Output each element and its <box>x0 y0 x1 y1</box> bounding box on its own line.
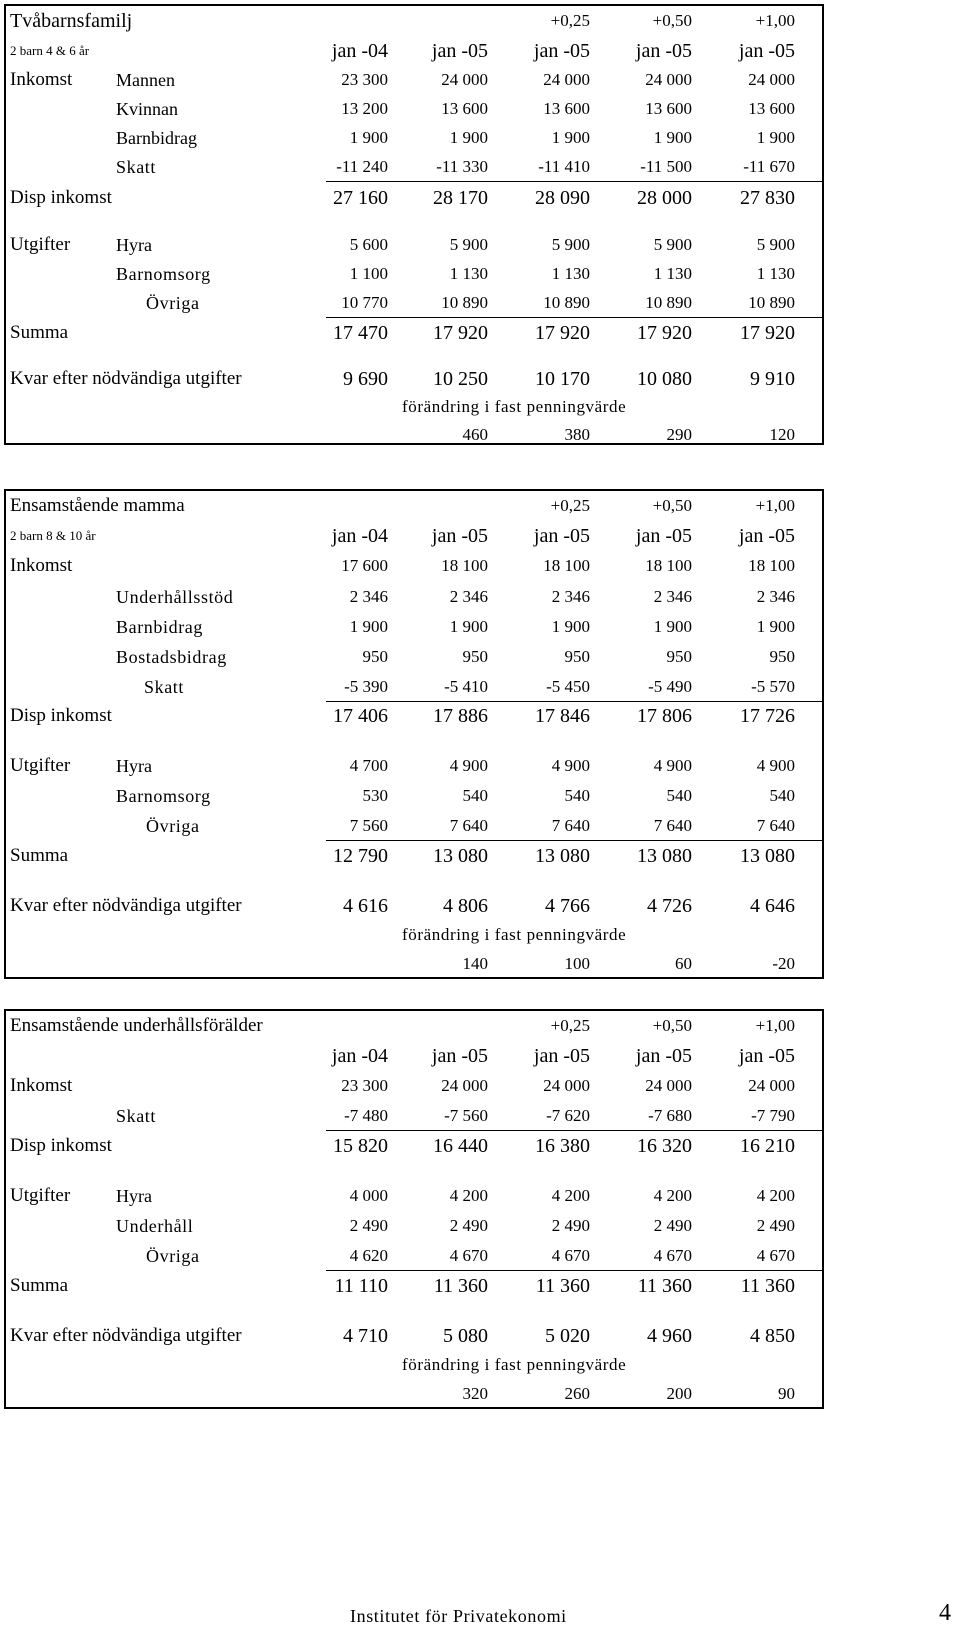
cell: 11 360 <box>637 1275 692 1297</box>
table-row <box>6 259 822 289</box>
cell: 28 000 <box>637 187 692 209</box>
period-label: jan -05 <box>533 40 590 62</box>
cell: 10 080 <box>637 368 692 390</box>
row-label: Kvar efter nödvändiga utgifter <box>10 368 242 389</box>
cell: 100 <box>564 954 590 973</box>
section-ensamstaende-mamma <box>4 489 824 979</box>
cell: 320 <box>462 1384 488 1403</box>
cell: 24 000 <box>441 70 488 89</box>
cell: 17 920 <box>535 322 590 344</box>
cell: 24 000 <box>543 70 590 89</box>
row-label: Bostadsbidrag <box>116 647 227 667</box>
cell: 12 790 <box>333 845 388 867</box>
cell: -11 670 <box>743 157 795 176</box>
cell: 4 646 <box>750 895 795 917</box>
cell: 2 346 <box>756 587 795 606</box>
row-label: Övriga <box>146 816 200 836</box>
cell: 950 <box>666 647 692 666</box>
table-row <box>6 672 822 702</box>
section-underhallsforalder <box>4 1009 824 1409</box>
table-row <box>6 288 822 318</box>
cell: 5 900 <box>449 235 488 254</box>
cell: -7 560 <box>444 1106 488 1125</box>
cell: 1 130 <box>756 264 795 283</box>
cell: 460 <box>462 425 488 444</box>
kvar-row <box>6 891 822 921</box>
cell: 5 900 <box>756 235 795 254</box>
footer-org: Institutet för Privatekonomi <box>350 1606 567 1626</box>
cell: 2 490 <box>449 1216 488 1235</box>
cell: 11 360 <box>740 1275 795 1297</box>
cell: 4 900 <box>653 756 692 775</box>
cell: 13 600 <box>441 99 488 118</box>
cell: 4 670 <box>551 1246 590 1265</box>
cell: 10 770 <box>341 293 388 312</box>
row-label: Hyra <box>116 1186 152 1206</box>
cell: 13 600 <box>748 99 795 118</box>
cell: 540 <box>666 786 692 805</box>
cell: 7 640 <box>551 816 590 835</box>
row-group-label: Utgifter <box>10 755 71 776</box>
row-label: Skatt <box>144 677 185 697</box>
row-label: Barnomsorg <box>116 264 211 284</box>
table-row <box>6 230 822 260</box>
cell: -11 240 <box>336 157 388 176</box>
cell: -11 410 <box>538 157 590 176</box>
cell: 10 890 <box>441 293 488 312</box>
cell: 17 470 <box>333 322 388 344</box>
cell: 13 080 <box>637 845 692 867</box>
cell: 4 620 <box>349 1246 388 1265</box>
cell: 950 <box>769 647 795 666</box>
row-label: Underhållsstöd <box>116 587 234 607</box>
cell: 540 <box>769 786 795 805</box>
cell: 27 830 <box>740 187 795 209</box>
cell: 17 406 <box>333 705 388 727</box>
section-title: Ensamstående mamma <box>10 495 185 516</box>
period-label: jan -04 <box>331 1045 388 1067</box>
cell: 4 616 <box>343 895 388 917</box>
table-row <box>6 751 822 781</box>
table-row <box>6 781 822 811</box>
section-header-row <box>6 491 822 521</box>
section-subtitle: 2 barn 4 & 6 år <box>10 43 90 58</box>
adjust-label: +1,00 <box>755 1016 795 1035</box>
cell: 1 900 <box>756 128 795 147</box>
cell: 4 200 <box>449 1186 488 1205</box>
cell: 1 100 <box>349 264 388 283</box>
disp-row <box>6 701 822 731</box>
table-row <box>6 1101 822 1131</box>
cell: 380 <box>564 425 590 444</box>
change-row <box>6 949 822 979</box>
cell: 4 960 <box>647 1325 692 1347</box>
cell: 13 200 <box>341 99 388 118</box>
cell: 24 000 <box>441 1076 488 1095</box>
cell: 13 600 <box>543 99 590 118</box>
period-label: jan -04 <box>331 525 388 547</box>
cell: 4 900 <box>756 756 795 775</box>
cell: 290 <box>666 425 692 444</box>
cell: 17 920 <box>740 322 795 344</box>
cell: 4 000 <box>349 1186 388 1205</box>
cell: 530 <box>362 786 388 805</box>
cell: 2 346 <box>449 587 488 606</box>
adjust-label: +0,25 <box>550 496 590 515</box>
row-group-label: Inkomst <box>10 69 73 90</box>
period-row <box>6 1041 822 1071</box>
cell: -5 410 <box>444 677 488 696</box>
cell: 10 890 <box>645 293 692 312</box>
cell: -5 450 <box>546 677 590 696</box>
table-row <box>6 65 822 95</box>
row-label: Barnomsorg <box>116 786 211 806</box>
cell: 1 130 <box>551 264 590 283</box>
cell: 1 130 <box>449 264 488 283</box>
cell: 10 890 <box>543 293 590 312</box>
cell: 16 440 <box>433 1135 488 1157</box>
cell: 4 670 <box>653 1246 692 1265</box>
cell: 4 200 <box>551 1186 590 1205</box>
cell: -7 680 <box>648 1106 692 1125</box>
cell: 4 850 <box>750 1325 795 1347</box>
income-row <box>6 551 822 581</box>
cell: -5 390 <box>344 677 388 696</box>
row-group-label: Utgifter <box>10 234 71 255</box>
table-row <box>6 1181 822 1211</box>
cell: 24 000 <box>748 1076 795 1095</box>
cell: 13 080 <box>740 845 795 867</box>
table-row <box>6 94 822 124</box>
cell: 5 900 <box>551 235 590 254</box>
cell: 1 900 <box>449 128 488 147</box>
cell: -5 570 <box>751 677 795 696</box>
cell: 60 <box>675 954 692 973</box>
cell: 9 910 <box>750 368 795 390</box>
cell: 540 <box>462 786 488 805</box>
section-header-row <box>6 1011 822 1041</box>
cell: -5 490 <box>648 677 692 696</box>
kvar-row <box>6 1321 822 1351</box>
cell: 5 080 <box>443 1325 488 1347</box>
period-row <box>6 521 822 551</box>
cell: 5 020 <box>545 1325 590 1347</box>
period-label: jan -05 <box>738 525 795 547</box>
row-label: Inkomst <box>10 1075 73 1096</box>
cell: 7 640 <box>653 816 692 835</box>
cell: 4 900 <box>449 756 488 775</box>
cell: 4 710 <box>343 1325 388 1347</box>
period-label: jan -05 <box>635 525 692 547</box>
cell: -11 330 <box>436 157 488 176</box>
cell: 10 890 <box>748 293 795 312</box>
table-row <box>6 642 822 672</box>
cell: 2 346 <box>551 587 590 606</box>
cell: 2 490 <box>551 1216 590 1235</box>
cell: 5 600 <box>349 235 388 254</box>
cell: 10 250 <box>433 368 488 390</box>
cell: -7 790 <box>751 1106 795 1125</box>
change-label: förändring i fast penningvärde <box>402 1355 627 1374</box>
section-header-row <box>6 6 822 36</box>
cell: 4 766 <box>545 895 590 917</box>
cell: 200 <box>666 1384 692 1403</box>
table-row <box>6 123 822 153</box>
row-group-label: Utgifter <box>10 1185 71 1206</box>
cell: 24 000 <box>748 70 795 89</box>
cell: 17 806 <box>637 705 692 727</box>
row-label: Underhåll <box>116 1216 194 1236</box>
page-number: 4 <box>939 1600 951 1626</box>
period-label: jan -05 <box>431 525 488 547</box>
row-label: Övriga <box>146 1246 200 1266</box>
section-title: Tvåbarnsfamilj <box>10 10 133 32</box>
section-title: Ensamstående underhållsförälder <box>10 1015 263 1036</box>
cell: 24 000 <box>543 1076 590 1095</box>
cell: 28 170 <box>433 187 488 209</box>
cell: 27 160 <box>333 187 388 209</box>
change-label: förändring i fast penningvärde <box>402 397 627 416</box>
period-label: jan -05 <box>635 40 692 62</box>
cell: 11 360 <box>433 1275 488 1297</box>
disp-row <box>6 183 822 213</box>
cell: 16 210 <box>740 1135 795 1157</box>
cell: 4 700 <box>349 756 388 775</box>
cell: 24 000 <box>645 1076 692 1095</box>
cell: 13 600 <box>645 99 692 118</box>
row-label: Hyra <box>116 756 152 776</box>
period-row <box>6 36 822 66</box>
cell: 1 900 <box>551 617 590 636</box>
cell: 4 200 <box>756 1186 795 1205</box>
cell: 11 360 <box>535 1275 590 1297</box>
cell: -20 <box>772 954 795 973</box>
table-row <box>6 1241 822 1271</box>
section-subtitle: 2 barn 8 & 10 år <box>10 528 96 543</box>
row-label: Skatt <box>116 1106 157 1126</box>
summa-row <box>6 1271 822 1301</box>
cell: 1 900 <box>349 617 388 636</box>
period-label: jan -05 <box>635 1045 692 1067</box>
income-row <box>6 1071 822 1101</box>
cell: 17 920 <box>433 322 488 344</box>
row-label: Disp inkomst <box>10 705 112 726</box>
row-label: Inkomst <box>10 555 73 576</box>
cell: 2 346 <box>653 587 692 606</box>
cell: 140 <box>462 954 488 973</box>
divider <box>326 181 822 182</box>
cell: 11 110 <box>334 1275 388 1297</box>
cell: 1 900 <box>653 617 692 636</box>
cell: 90 <box>778 1384 795 1403</box>
cell: 4 670 <box>756 1246 795 1265</box>
cell: 23 300 <box>341 1076 388 1095</box>
adjust-label: +0,25 <box>550 1016 590 1035</box>
cell: 4 900 <box>551 756 590 775</box>
cell: 7 560 <box>349 816 388 835</box>
cell: 2 490 <box>349 1216 388 1235</box>
row-label: Summa <box>10 322 69 343</box>
cell: 16 320 <box>637 1135 692 1157</box>
cell: 4 726 <box>647 895 692 917</box>
cell: 4 670 <box>449 1246 488 1265</box>
row-label: Kvinnan <box>116 99 178 119</box>
cell: 1 130 <box>653 264 692 283</box>
summa-row <box>6 318 822 348</box>
period-label: jan -05 <box>738 1045 795 1067</box>
cell: 9 690 <box>343 368 388 390</box>
cell: 2 490 <box>756 1216 795 1235</box>
cell: 28 090 <box>535 187 590 209</box>
cell: 7 640 <box>756 816 795 835</box>
cell: 1 900 <box>349 128 388 147</box>
cell: 18 100 <box>543 556 590 575</box>
summa-row <box>6 841 822 871</box>
cell: 1 900 <box>756 617 795 636</box>
cell: 18 100 <box>441 556 488 575</box>
cell: 15 820 <box>333 1135 388 1157</box>
row-label: Mannen <box>116 70 175 90</box>
period-label: jan -04 <box>331 40 388 62</box>
cell: 4 806 <box>443 895 488 917</box>
cell: 16 380 <box>535 1135 590 1157</box>
row-label: Kvar efter nödvändiga utgifter <box>10 1325 242 1346</box>
table-row <box>6 811 822 841</box>
cell: 17 920 <box>637 322 692 344</box>
cell: 950 <box>362 647 388 666</box>
adjust-label: +0,50 <box>652 11 692 30</box>
cell: 18 100 <box>748 556 795 575</box>
kvar-row <box>6 364 822 394</box>
adjust-label: +0,25 <box>550 11 590 30</box>
cell: -7 620 <box>546 1106 590 1125</box>
period-label: jan -05 <box>533 1045 590 1067</box>
adjust-label: +1,00 <box>755 496 795 515</box>
period-label: jan -05 <box>533 525 590 547</box>
cell: 10 170 <box>535 368 590 390</box>
row-label: Barnbidrag <box>116 128 197 148</box>
cell: 2 346 <box>349 587 388 606</box>
table-row <box>6 152 822 182</box>
cell: 120 <box>769 425 795 444</box>
cell: 950 <box>462 647 488 666</box>
row-label: Barnbidrag <box>116 617 203 637</box>
period-label: jan -05 <box>431 1045 488 1067</box>
disp-row <box>6 1131 822 1161</box>
adjust-label: +1,00 <box>755 11 795 30</box>
cell: -11 500 <box>640 157 692 176</box>
cell: 5 900 <box>653 235 692 254</box>
cell: 17 600 <box>341 556 388 575</box>
row-label: Skatt <box>116 157 157 177</box>
cell: 17 726 <box>740 705 795 727</box>
table-row <box>6 582 822 612</box>
row-label: Kvar efter nödvändiga utgifter <box>10 895 242 916</box>
change-label: förändring i fast penningvärde <box>402 925 627 944</box>
cell: 13 080 <box>433 845 488 867</box>
table-row <box>6 1211 822 1241</box>
section-tvabarnsfamilj <box>4 4 824 445</box>
adjust-label: +0,50 <box>652 496 692 515</box>
cell: 17 846 <box>535 705 590 727</box>
table-row <box>6 612 822 642</box>
cell: 7 640 <box>449 816 488 835</box>
cell: -7 480 <box>344 1106 388 1125</box>
cell: 23 300 <box>341 70 388 89</box>
row-label: Hyra <box>116 235 152 255</box>
cell: 1 900 <box>551 128 590 147</box>
cell: 2 490 <box>653 1216 692 1235</box>
cell: 1 900 <box>653 128 692 147</box>
period-label: jan -05 <box>738 40 795 62</box>
cell: 4 200 <box>653 1186 692 1205</box>
change-row <box>6 1379 822 1409</box>
period-label: jan -05 <box>431 40 488 62</box>
cell: 260 <box>564 1384 590 1403</box>
cell: 17 886 <box>433 705 488 727</box>
row-label: Disp inkomst <box>10 1135 112 1156</box>
cell: 13 080 <box>535 845 590 867</box>
adjust-label: +0,50 <box>652 1016 692 1035</box>
change-row <box>6 420 822 450</box>
row-label: Disp inkomst <box>10 187 112 208</box>
row-label: Summa <box>10 1275 69 1296</box>
row-label: Summa <box>10 845 69 866</box>
cell: 1 900 <box>449 617 488 636</box>
cell: 18 100 <box>645 556 692 575</box>
cell: 540 <box>564 786 590 805</box>
cell: 950 <box>564 647 590 666</box>
cell: 24 000 <box>645 70 692 89</box>
row-label: Övriga <box>146 293 200 313</box>
